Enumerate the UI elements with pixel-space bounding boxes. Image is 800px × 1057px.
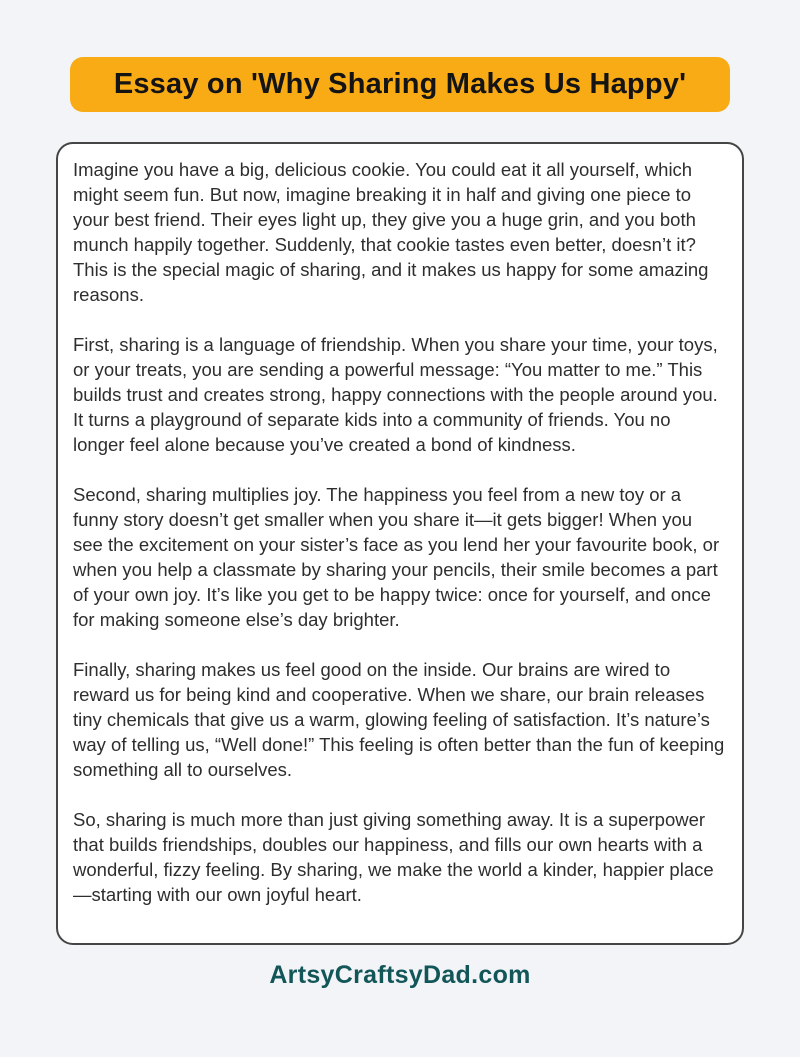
essay-paragraph-intro: Imagine you have a big, delicious cookie. You could eat it all yourself, which might seem fun. But now, imagine breaking it in half and giving one piece to your best friend. Their eyes light up, they give you a huge grin, and you both munch happily together. Suddenly, that cookie tastes even better, doesn’t it? This is the special magic of sharing, and it makes us happy for some amazing reasons. — [73, 159, 709, 305]
title-banner — [70, 57, 730, 112]
page-title: Essay on 'Why Sharing Makes Us Happy' — [113, 68, 687, 100]
essay-page — [0, 57, 800, 1057]
page-footer — [0, 961, 800, 990]
essay-paragraph-second-point: Second, sharing multiplies joy. The happiness you feel from a new toy or a funny story doesn’t get smaller when you share it—it gets bigger! When you see the excitement on your sister’s face as you lend her your favourite book, or when you help a classmate by sharing your pencils, their smile becomes a part of your own joy. It’s like you get to be happy twice: once for yourself, and once for making someone else’s day brighter. — [73, 484, 720, 630]
essay-content-box — [56, 142, 744, 945]
essay-paragraph-conclusion: So, sharing is much more than just giving something away. It is a superpower that builds friendships, doubles our happiness, and fills our own hearts with a wonderful, fizzy feeling. By sharing, we make the world a kinder, happier place—starting with our own joyful heart. — [73, 809, 714, 905]
site-name: ArtsyCraftsyDad.com — [269, 961, 531, 989]
essay-paragraph-final-point: Finally, sharing makes us feel good on the inside. Our brains are wired to reward us for being kind and cooperative. When we share, our brain releases tiny chemicals that give us a warm, glowing feeling of satisfaction. It’s nature’s way of telling us, “Well done!” This feeling is often better than the fun of keeping something all to ourselves. — [73, 659, 725, 780]
essay-paragraph-first-point: First, sharing is a language of friendship. When you share your time, your toys, or your treats, you are sending a powerful message: “You matter to me.” This builds trust and creates strong, happy connections with the people around you. It turns a playground of separate kids into a community of friends. You no longer feel alone because you’ve created a bond of kindness. — [73, 334, 718, 455]
